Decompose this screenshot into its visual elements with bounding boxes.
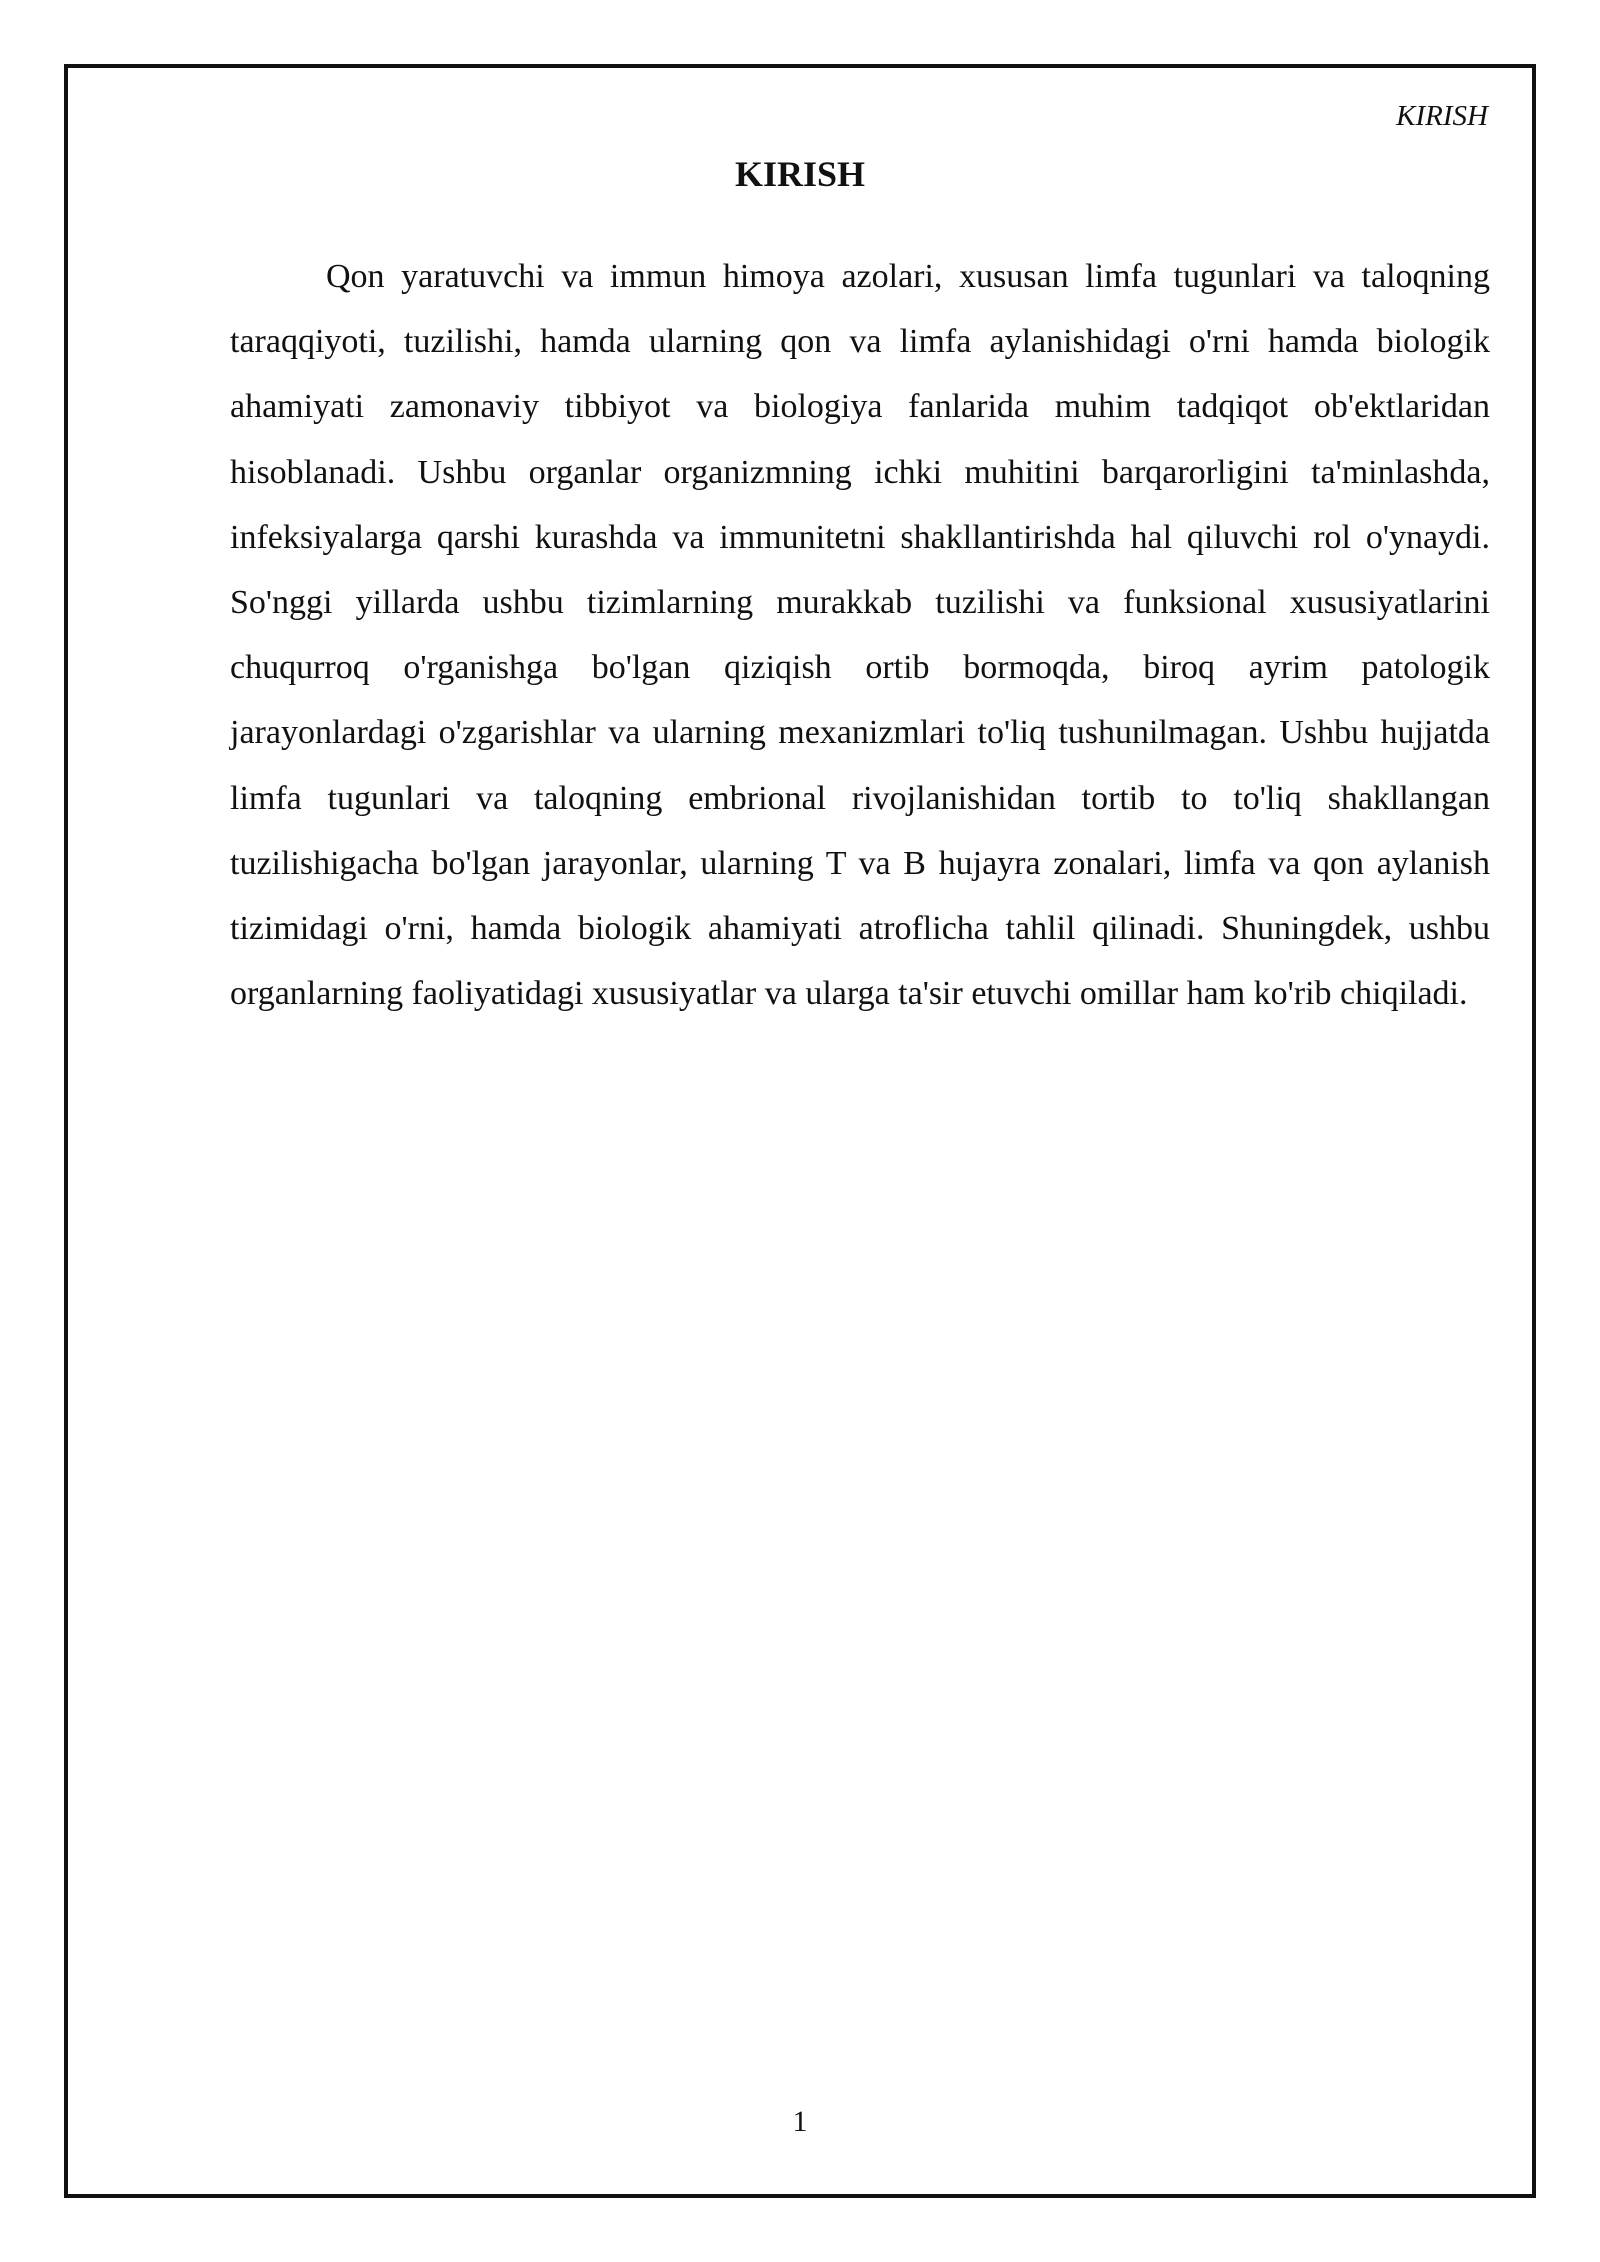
page-title: KIRISH — [734, 154, 866, 194]
running-header: KIRISH — [1396, 100, 1488, 132]
body-paragraph: Qon yaratuvchi va immun himoya azolari, xususan limfa tugunlari va taloqning taraqqiyoti, tuzilishi, hamda ularning qon va limfa aylanishidagi o'rni hamda biologik ahamiyati zamonaviy tibbiyot va biologiya fanlarida muhim tadqiqot ob'ektlaridan hisoblanadi. Ushbu organlar organizmning ichki muhitini barqarorligini ta'minlashda, infeksiyalarga qarshi kurashda va immunitetni shakllantirishda hal qiluvchi rol o'ynaydi. So'nggi yillarda ushbu tizimlarning murakkab tuzilishi va funksional xususiyatlarini chuqurroq o'rganishga bo'lgan qiziqish ortib bormoqda, biroq ayrim patologik jarayonlardagi o'zgarishlar va ularning mexanizmlari to'liq tushunilmagan. Ushbu hujjatda limfa tugunlari va taloqning embrional rivojlanishidan tortib to to'liq shakllangan tuzilishigacha bo'lgan jarayonlar, ularning T va B hujayra zonalari, limfa va qon aylanish tizimidagi o'rni, hamda biologik ahamiyati atroflicha tahlil qilinadi. Shuningdek, ushbu organlarning faoliyatidagi xususiyatlar va ularga ta'sir etuvchi omillar ham ko'rib chiqiladi. — [230, 258, 1490, 1013]
page-number: 1 — [792, 2105, 808, 2138]
